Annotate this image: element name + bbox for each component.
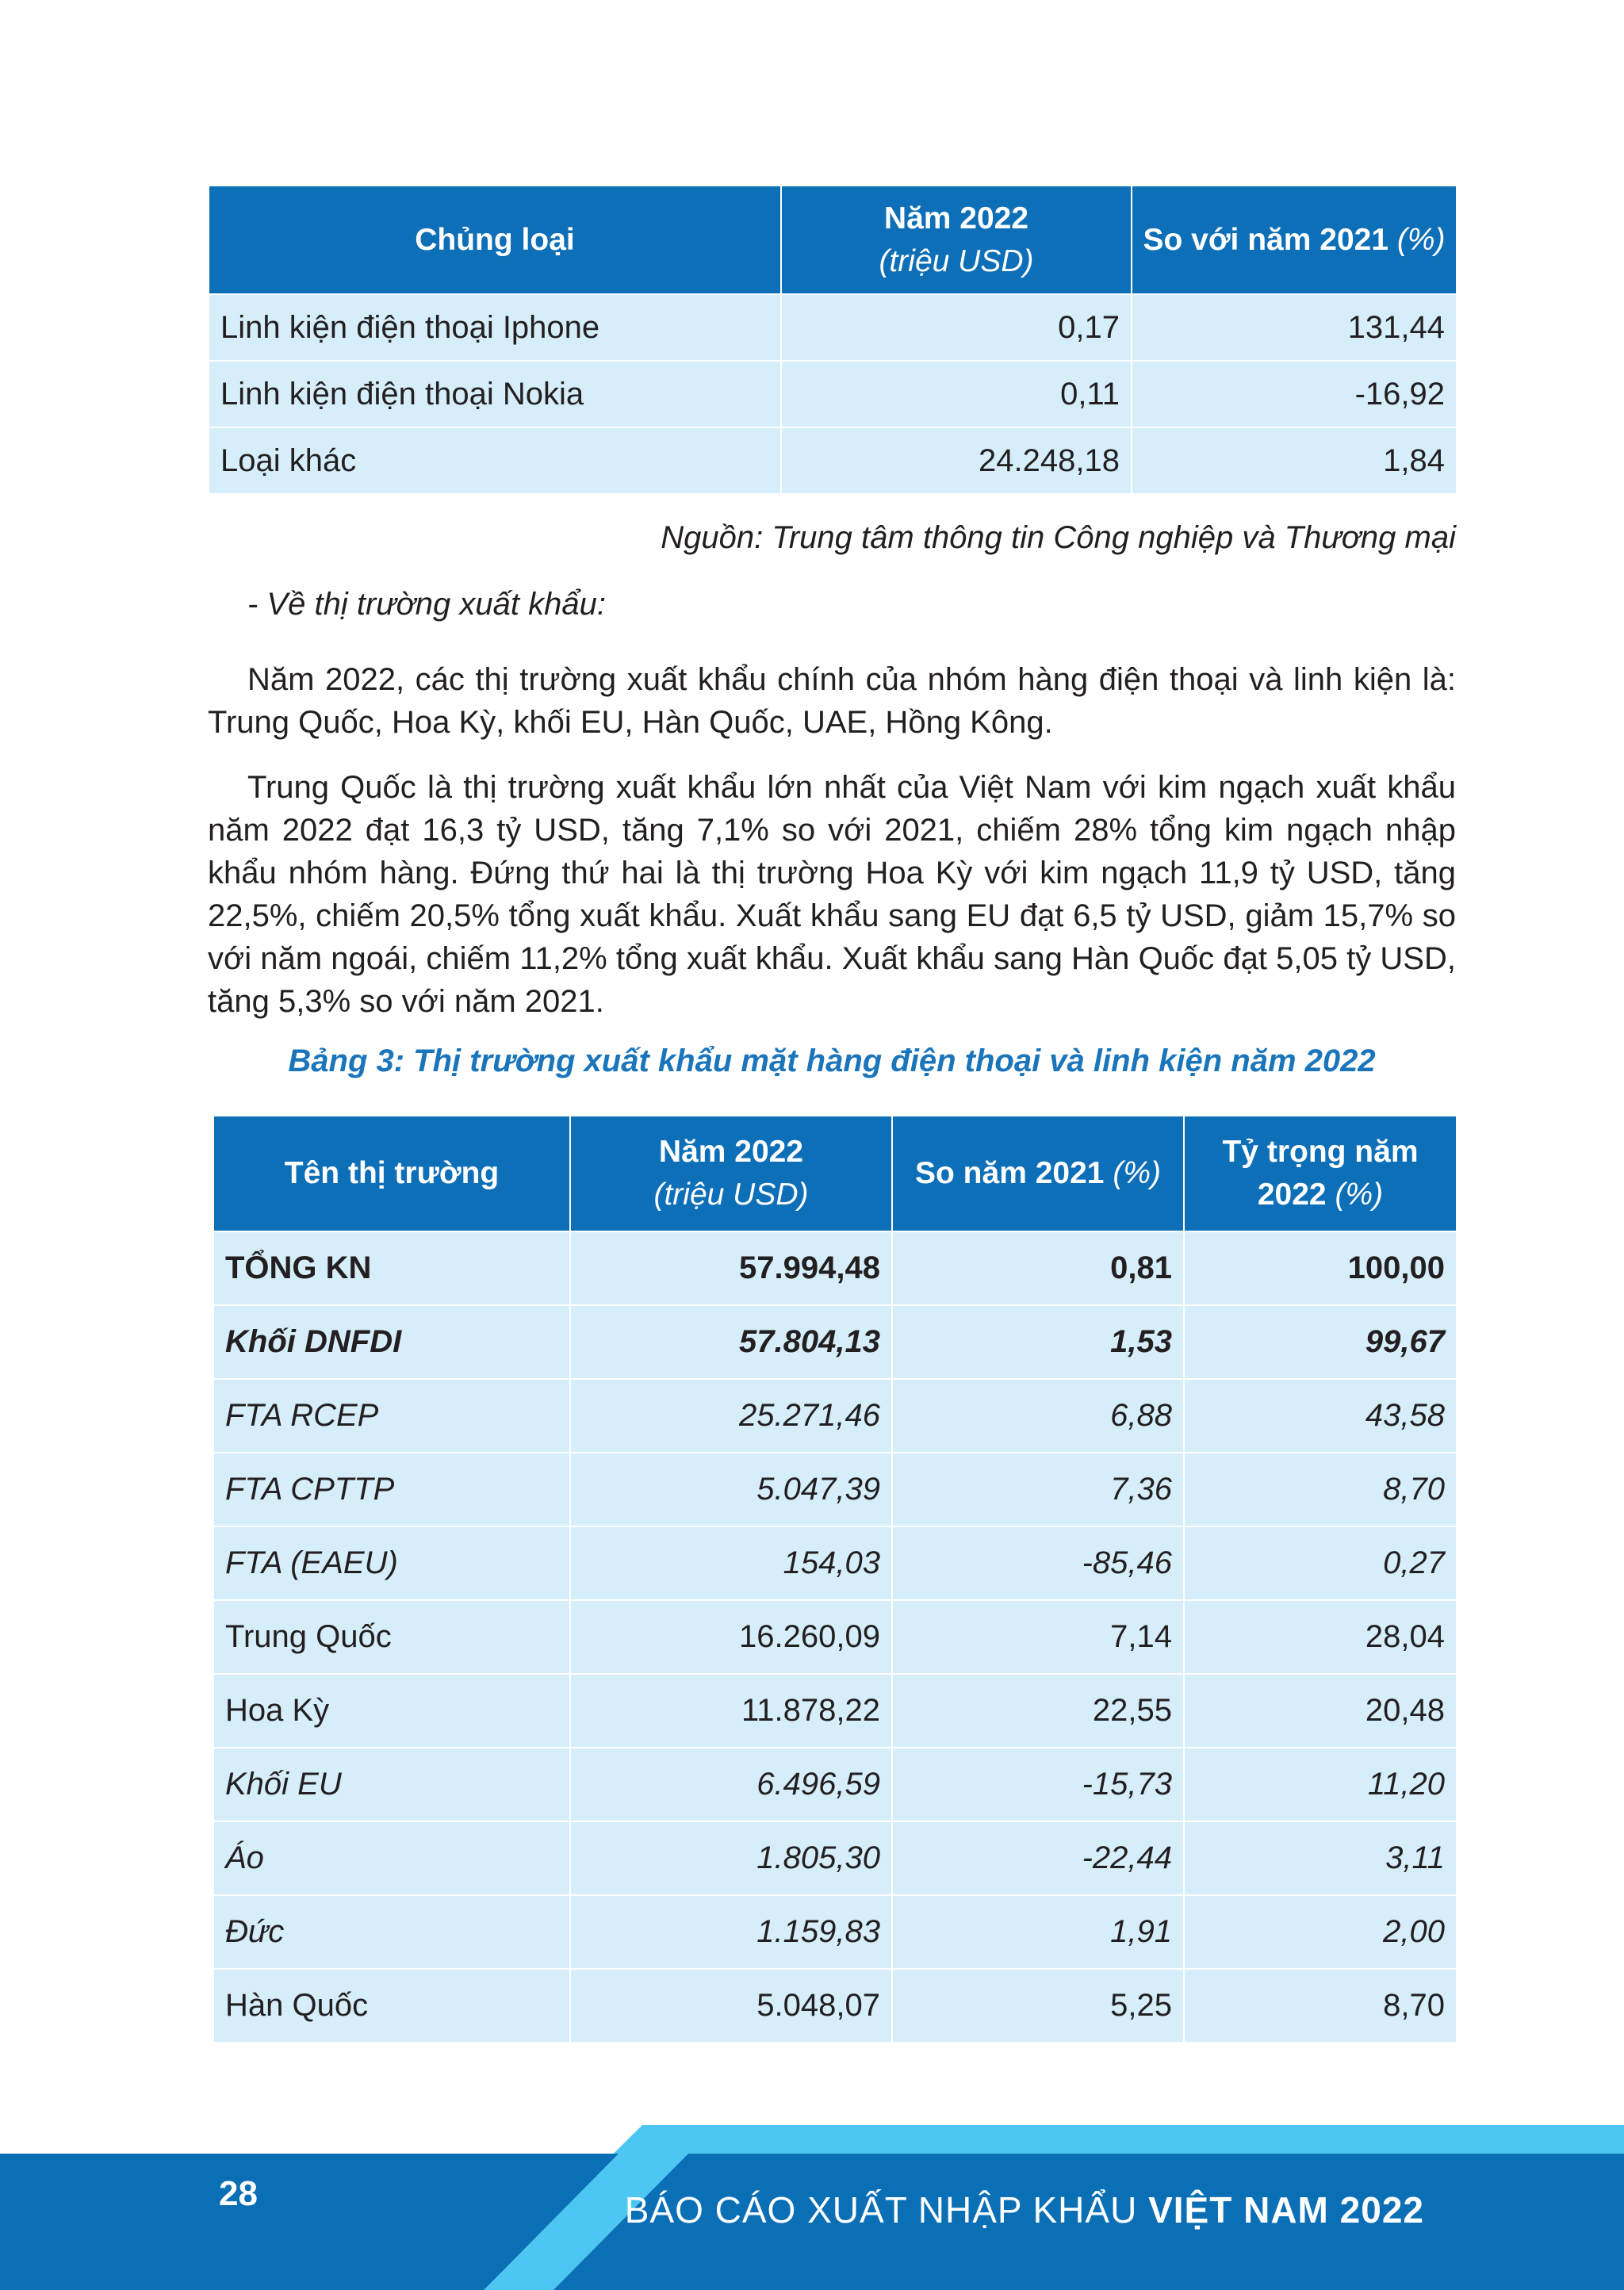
row-change: 22,55 xyxy=(892,1674,1184,1748)
row-share: 8,70 xyxy=(1184,1969,1457,2043)
row-value: 154,03 xyxy=(570,1526,892,1600)
product-table xyxy=(208,185,1457,495)
row-change: 6,88 xyxy=(892,1379,1184,1453)
table-row xyxy=(213,1305,1457,1379)
row-name: Khối EU xyxy=(213,1748,570,1821)
row-change: 7,14 xyxy=(892,1600,1184,1674)
row-value: 25.271,46 xyxy=(570,1379,892,1453)
table-row xyxy=(213,1600,1457,1674)
header-year-2022: Năm 2022 (triệu USD) xyxy=(570,1116,892,1231)
row-change: 0,81 xyxy=(892,1231,1184,1305)
table-row xyxy=(213,1895,1457,1969)
header-year-2022: Năm 2022 (triệu USD) xyxy=(781,186,1132,294)
row-change: 5,25 xyxy=(892,1969,1184,2043)
row-name: Áo xyxy=(213,1821,570,1895)
table-row xyxy=(213,1969,1457,2043)
header-market-name: Tên thị trường xyxy=(213,1116,570,1231)
row-change: -22,44 xyxy=(892,1821,1184,1895)
row-share: 43,58 xyxy=(1184,1379,1457,1453)
row-name: TỔNG KN xyxy=(213,1231,570,1305)
table-row xyxy=(209,427,1457,494)
row-name: Linh kiện điện thoại Iphone xyxy=(209,294,781,361)
table-row xyxy=(213,1821,1457,1895)
row-share: 28,04 xyxy=(1184,1600,1457,1674)
row-change: -15,73 xyxy=(892,1748,1184,1821)
header-unit: (triệu USD) xyxy=(879,243,1034,278)
row-change: 1,53 xyxy=(892,1305,1184,1379)
row-change: -85,46 xyxy=(892,1526,1184,1600)
header-vs-2021: So với năm 2021 (%) xyxy=(1132,186,1457,294)
row-value: 57.804,13 xyxy=(570,1305,892,1379)
row-share: 99,67 xyxy=(1184,1305,1457,1379)
row-share: 8,70 xyxy=(1184,1453,1457,1526)
row-value: 5.047,39 xyxy=(570,1453,892,1526)
row-value: 11.878,22 xyxy=(570,1674,892,1748)
table-row xyxy=(213,1231,1457,1305)
header-product-type: Chủng loại xyxy=(209,186,781,294)
body-paragraph: Trung Quốc là thị trường xuất khẩu lớn nhất của Việt Nam với kim ngạch xuất khẩu năm 2022 đạt 16,3 tỷ USD, tăng 7,1% so với 2021, chiếm 28% tổng kim ngạch nhập khẩu nhóm hàng. Đứng thứ hai là thị trường Hoa Kỳ với kim ngạch 11,9 tỷ USD, tăng 22,5%, chiếm 20,5% tổng xuất khẩu. Xuất khẩu sang EU đạt 6,5 tỷ USD, giảm 15,7% so với năm ngoái, chiếm 11,2% tổng xuất khẩu. Xuất khẩu sang Hàn Quốc đạt 5,05 tỷ USD, tăng 5,3% so với năm 2021. xyxy=(208,770,1456,1019)
row-change: 1,91 xyxy=(892,1895,1184,1969)
table-caption: Bảng 3: Thị trường xuất khẩu mặt hàng điện thoại và linh kiện năm 2022 xyxy=(288,1044,1376,1078)
table-row xyxy=(209,361,1457,427)
row-value: 1.159,83 xyxy=(570,1895,892,1969)
row-share: 2,00 xyxy=(1184,1895,1457,1969)
row-share: 3,11 xyxy=(1184,1821,1457,1895)
row-share: 11,20 xyxy=(1184,1748,1457,1821)
table-row xyxy=(213,1379,1457,1453)
row-value: 24.248,18 xyxy=(781,427,1132,494)
row-value: 1.805,30 xyxy=(570,1821,892,1895)
table-row xyxy=(213,1748,1457,1821)
row-value: 0,11 xyxy=(781,361,1132,427)
report-title: BÁO CÁO XUẤT NHẬP KHẨU VIỆT NAM 2022 xyxy=(624,2189,1424,2231)
table-row xyxy=(213,1453,1457,1526)
row-name: Đức xyxy=(213,1895,570,1969)
row-change: 131,44 xyxy=(1132,294,1457,361)
row-value: 0,17 xyxy=(781,294,1132,361)
row-change: 1,84 xyxy=(1132,427,1457,494)
row-name: Trung Quốc xyxy=(213,1600,570,1674)
row-name: Hàn Quốc xyxy=(213,1969,570,2043)
row-name: FTA RCEP xyxy=(213,1379,570,1453)
row-value: 57.994,48 xyxy=(570,1231,892,1305)
header-share-2022: Tỷ trọng năm 2022 (%) xyxy=(1184,1116,1457,1231)
row-name: Loại khác xyxy=(209,427,781,494)
row-value: 16.260,09 xyxy=(570,1600,892,1674)
page-footer xyxy=(0,2125,1624,2290)
product-table-header xyxy=(209,186,1457,294)
header-unit: (%) xyxy=(1113,1156,1161,1190)
row-name: Hoa Kỳ xyxy=(213,1674,570,1748)
header-unit: (%) xyxy=(1335,1178,1384,1212)
table-row xyxy=(213,1526,1457,1600)
body-paragraph: Năm 2022, các thị trường xuất khẩu chính của nhóm hàng điện thoại và linh kiện là: Trung Quốc, Hoa Kỳ, khối EU, Hàn Quốc, UAE, Hồng Kông. xyxy=(208,662,1456,740)
row-share: 0,27 xyxy=(1184,1526,1457,1600)
section-subheading: - Về thị trường xuất khẩu: xyxy=(247,587,606,622)
header-unit: (triệu USD) xyxy=(653,1178,809,1212)
row-value: 5.048,07 xyxy=(570,1969,892,2043)
header-unit: (%) xyxy=(1396,222,1446,257)
table-row xyxy=(209,294,1457,361)
table-row xyxy=(213,1674,1457,1748)
row-value: 6.496,59 xyxy=(570,1748,892,1821)
market-table-header xyxy=(213,1116,1457,1231)
page-number: 28 xyxy=(219,2174,258,2213)
header-vs-2021: So năm 2021 (%) xyxy=(892,1116,1184,1231)
row-name: Linh kiện điện thoại Nokia xyxy=(209,361,781,427)
row-share: 20,48 xyxy=(1184,1674,1457,1748)
row-name: FTA CPTTP xyxy=(213,1453,570,1526)
row-share: 100,00 xyxy=(1184,1231,1457,1305)
source-note: Nguồn: Trung tâm thông tin Công nghiệp và Thương mại xyxy=(661,520,1456,555)
market-table xyxy=(213,1115,1457,2043)
row-change: 7,36 xyxy=(892,1453,1184,1526)
row-name: FTA (EAEU) xyxy=(213,1526,570,1600)
row-change: -16,92 xyxy=(1132,361,1457,427)
row-name: Khối DNFDI xyxy=(213,1305,570,1379)
